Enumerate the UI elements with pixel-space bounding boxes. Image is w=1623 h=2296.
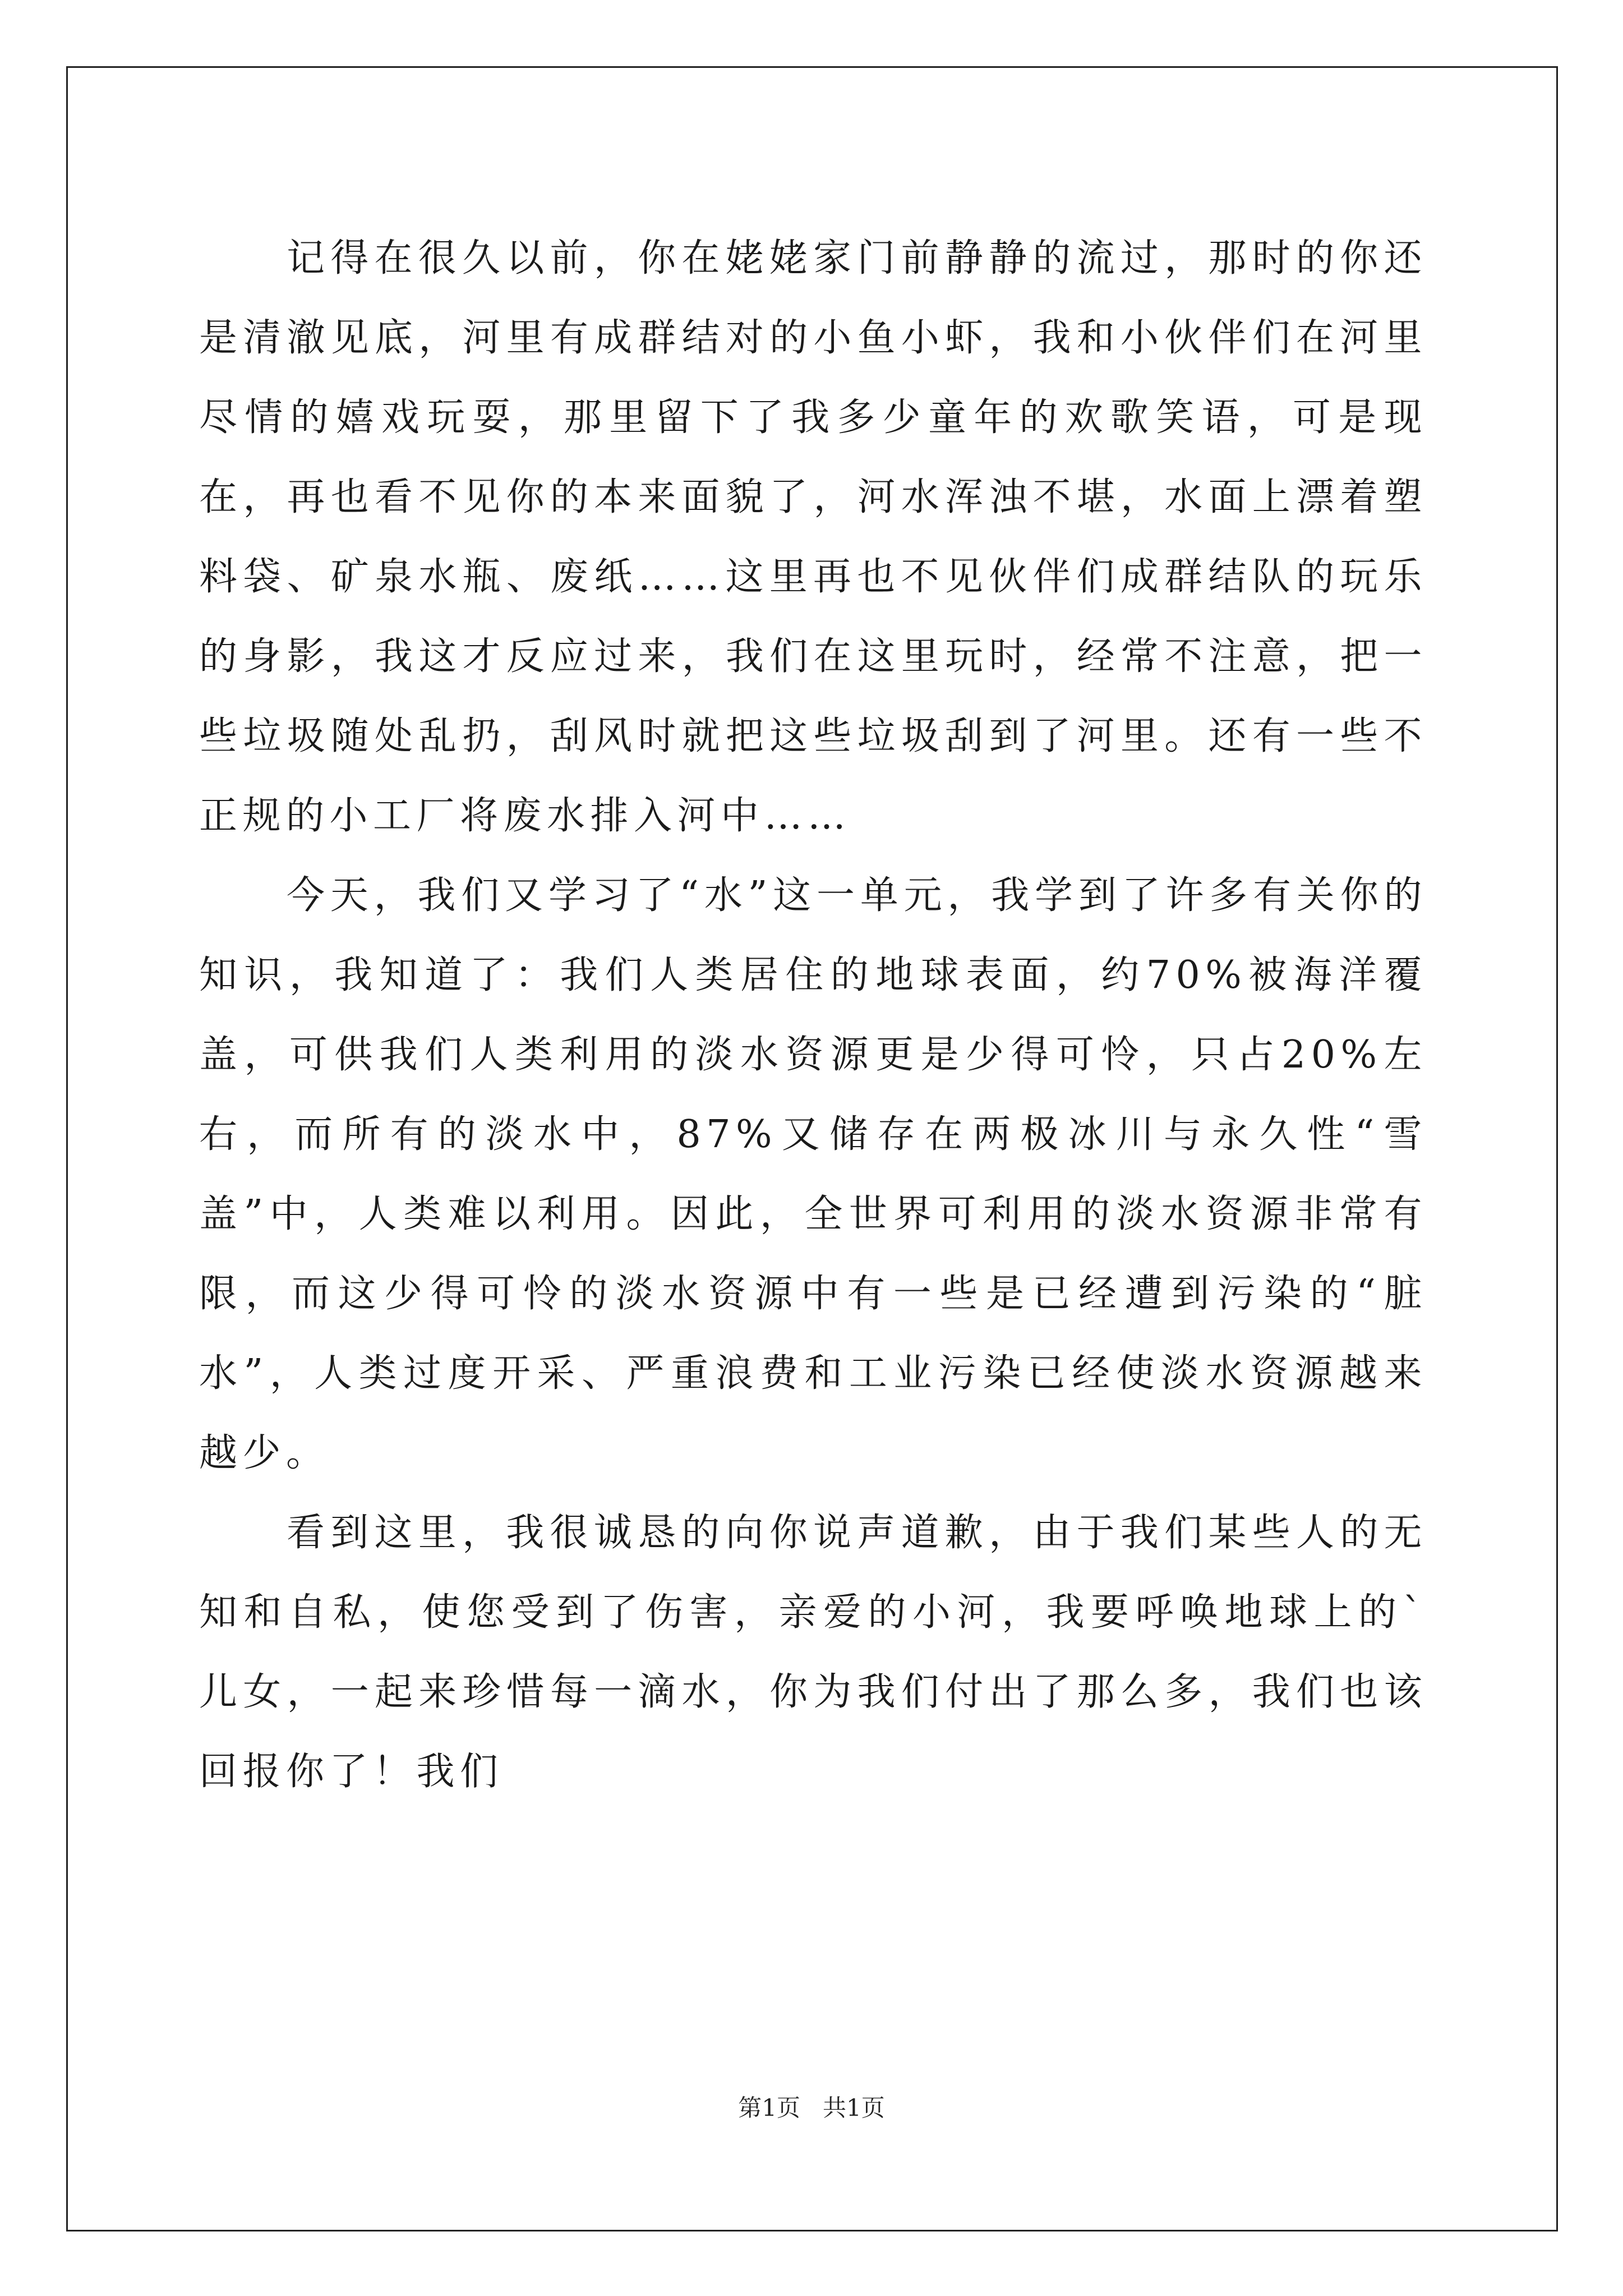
document-body — [199, 219, 1427, 1812]
page-number-current: 第1页 — [738, 2094, 800, 2122]
paragraph-3: 看到这里，我很诚恳的向你说声道歉，由于我们某些人的无知和自私，使您受到了伤害，亲爱的小河，我要呼唤地球上的`儿女，一起来珍惜每一滴水，你为我们付出了那么多，我们也该回报你了！我们 — [199, 1511, 1427, 1794]
page-footer — [0, 2091, 1623, 2125]
paragraph-1: 记得在很久以前，你在姥姥家门前静静的流过，那时的你还是清澈见底，河里有成群结对的小鱼小虾，我和小伙伴们在河里尽情的嬉戏玩耍，那里留下了我多少童年的欢歌笑语，可是现在，再也看不见你的本来面貌了，河水浑浊不堪，水面上漂着塑料袋、矿泉水瓶、废纸……这里再也不见伙伴们成群结队的玩乐的身影，我这才反应过来，我们在这里玩时，经常不注意，把一些垃圾随处乱扔，刮风时就把这些垃圾刮到了河里。还有一些不正规的小工厂将废水排入河中…… — [199, 236, 1427, 838]
paragraph-2: 今天，我们又学习了“水”这一单元，我学到了许多有关你的知识，我知道了：我们人类居住的地球表面，约70%被海洋覆盖，可供我们人类利用的淡水资源更是少得可怜，只占20%左右，而所有的淡水中，87%又储存在两极冰川与永久性“雪盖”中，人类难以利用。因此，全世界可利用的淡水资源非常有限，而这少得可怜的淡水资源中有一些是已经遭到污染的“脏水”，人类过度开采、严重浪费和工业污染已经使淡水资源越来越少。 — [199, 873, 1427, 1475]
page-number-total: 共1页 — [823, 2094, 885, 2122]
